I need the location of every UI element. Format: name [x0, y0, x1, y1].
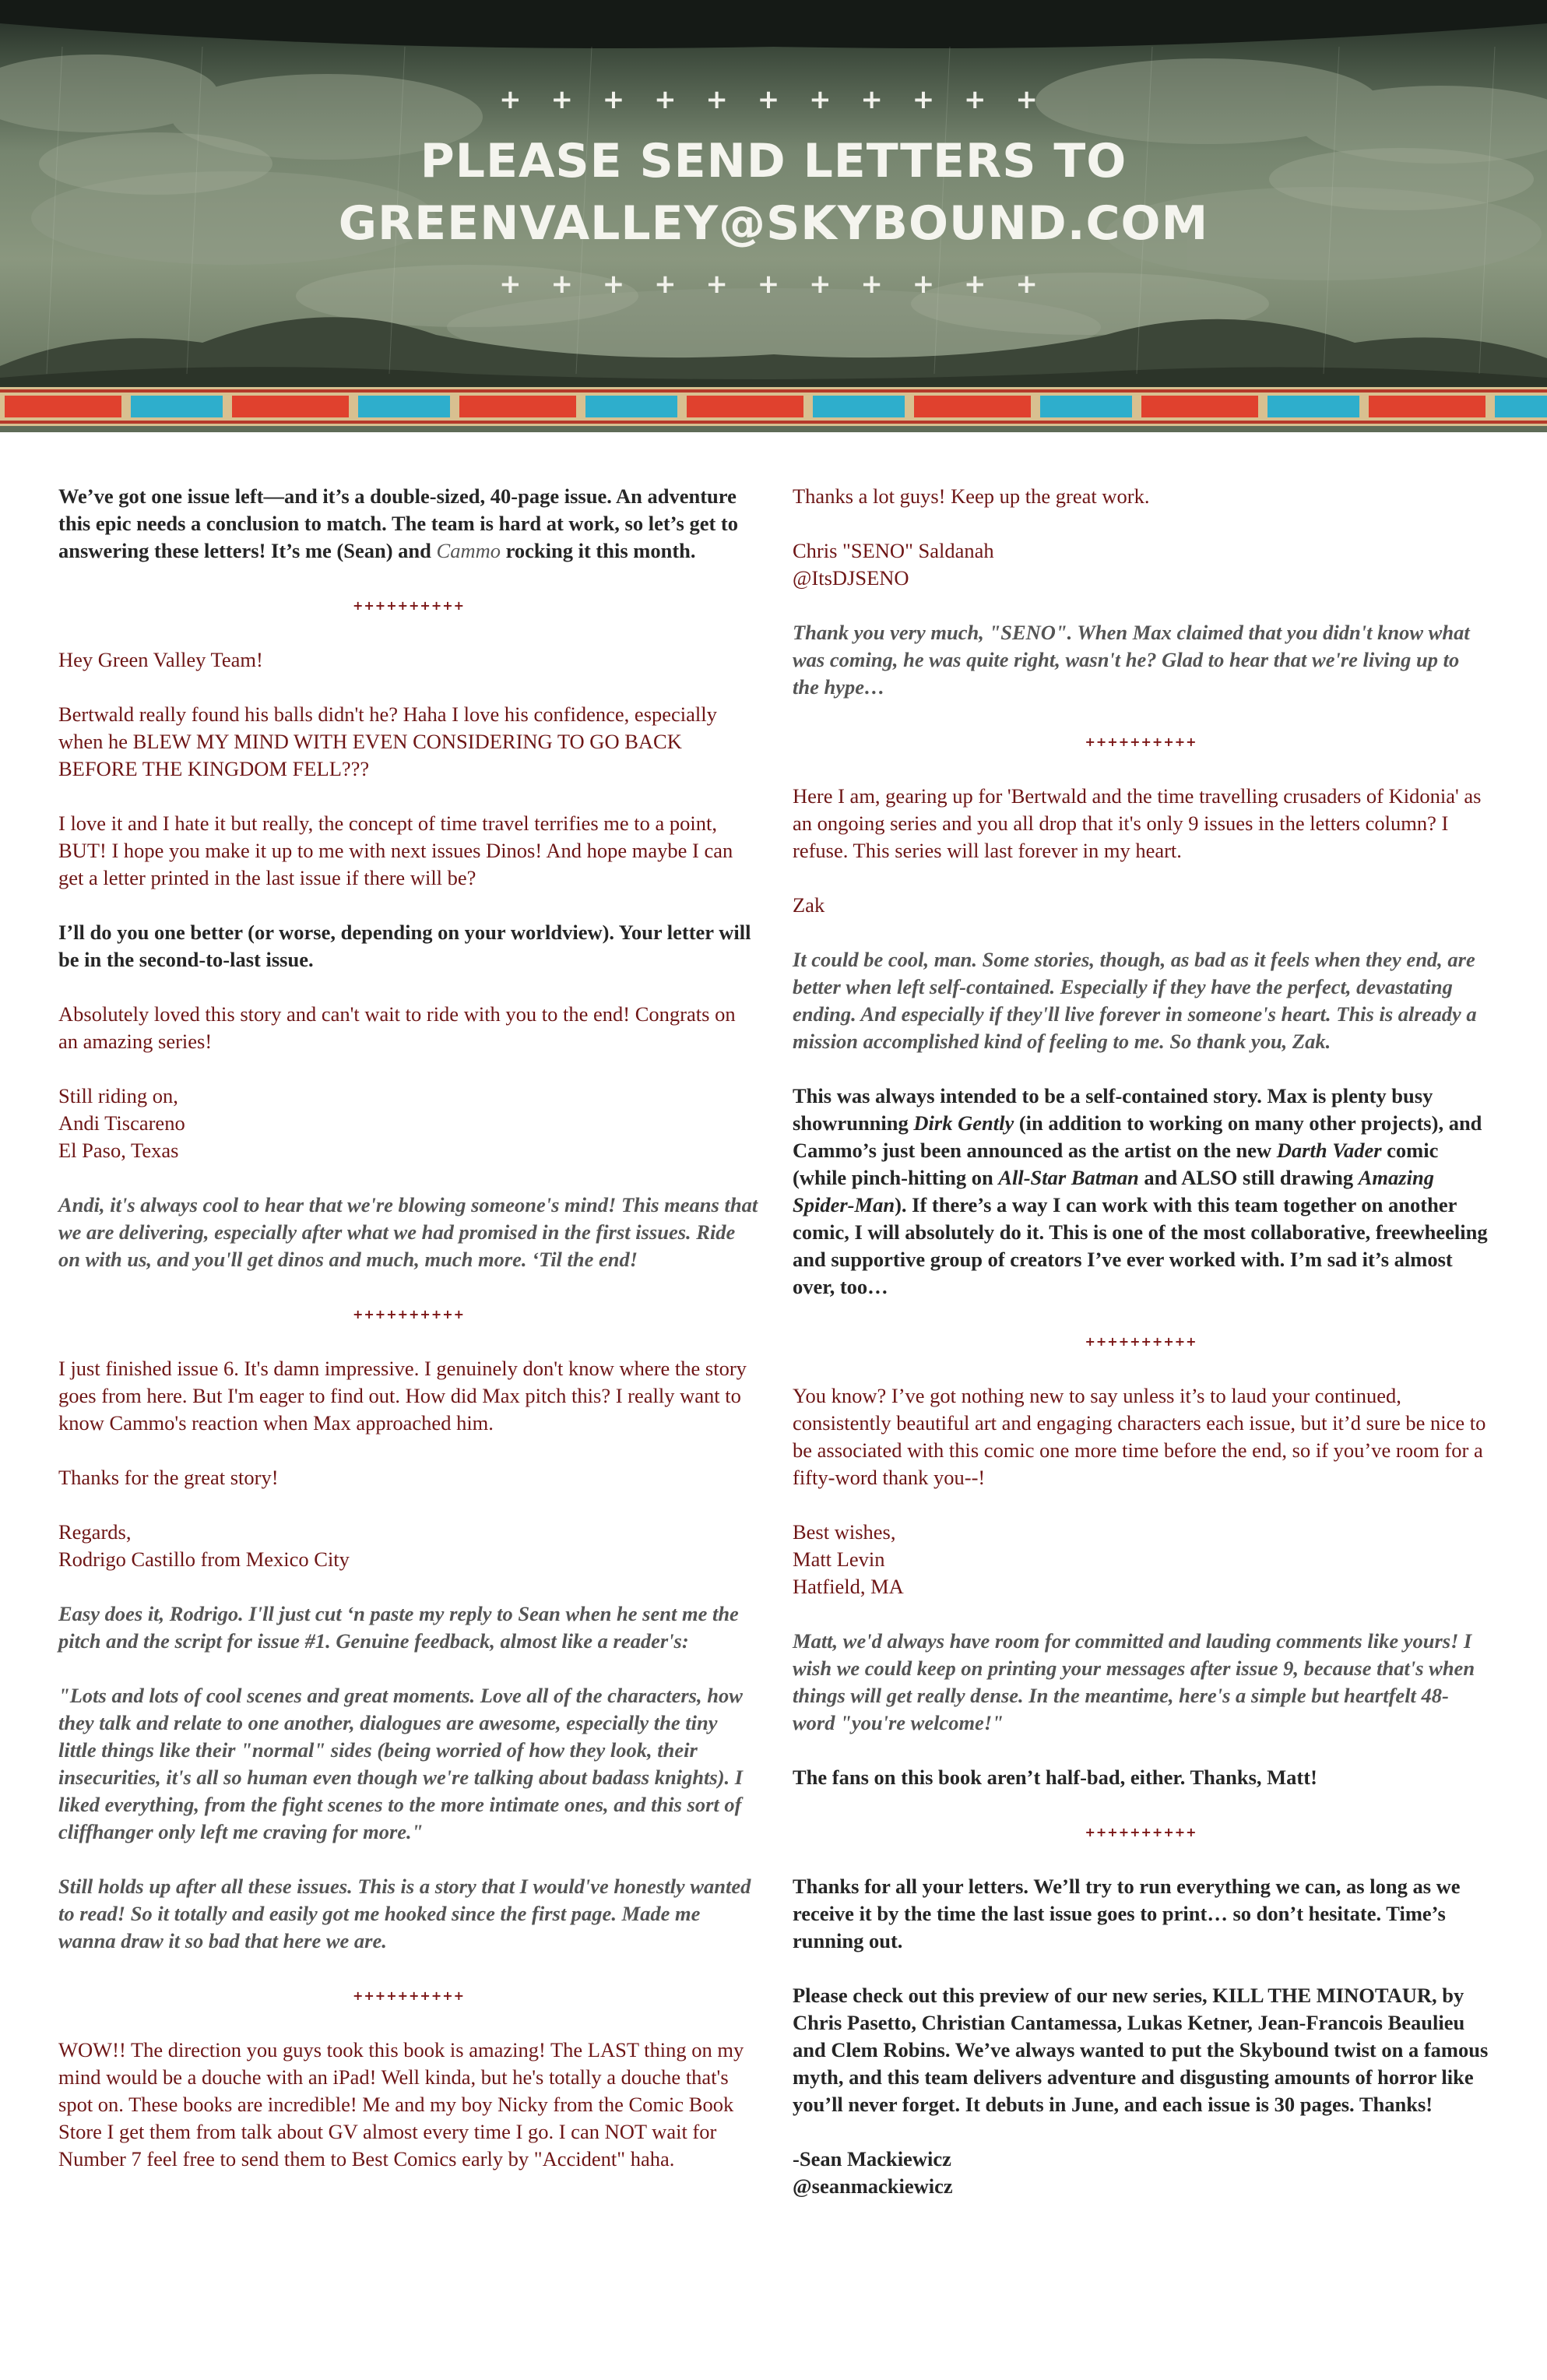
border-block [1369, 396, 1485, 417]
title-darth-vader: Darth Vader [1276, 1139, 1382, 1162]
left-column [58, 483, 759, 2200]
right-column [793, 483, 1489, 2227]
artist-comment: Matt, we'd always have room for committed and lauding comments like yours! I wish we could keep on printing your messages after issue 9, because that's when things will get really dense. In the meantime, here's a simple but heartfelt 48-word "you're welcome!" [793, 1629, 1475, 1734]
artist-comment: It could be cool, man. Some stories, though, as bad as it feels when they end, are better when left self-contained. Especially if they have the perfect, devastating ending. And especially if they'll live forever in someone's heart. This is already a mission accomplished kind of feeling to me. So thank you, Zak. [793, 948, 1477, 1053]
letter-author: Chris "SENO" Saldanah [793, 539, 994, 562]
letter-author: Rodrigo Castillo from Mexico City [58, 1547, 350, 1571]
decorative-border-band [0, 387, 1547, 426]
letter-paragraph: WOW!! The direction you guys took this book is amazing! The LAST thing on my mind would be a douche with an iPad! Well kinda, but he's totally a douche that's spot on. These books are incredible! Me and my boy Nicky from the Comic Book Store I get them from talk about GV almost every time I go. I can NOT wait for Number 7 feel free to send them to Best Comics early by "Accident" haha. [58, 2038, 744, 2171]
border-block [914, 396, 1031, 417]
title-all-star-batman: All-Star Batman [998, 1166, 1139, 1189]
border-block [131, 396, 223, 417]
artist-comment: Thank you very much, "SENO". When Max claimed that you didn't know what was coming, he was quite right, wasn't he? Glad to hear that we're living up to the hype… [793, 621, 1470, 699]
border-block [459, 396, 576, 417]
border-block [5, 396, 121, 417]
artist-comment-quote: "Lots and lots of cool scenes and great moments. Love all of the characters, how they talk and relate to one another, dialogues are awesome, especially the tiny little things like their "normal" sides (being worried of how they look, their insecurities, it's all so human even though we're talking about badass knights). I liked everything, from the fight scenes to the more intimate ones, and this sort of cliffhanger only left me craving for more." [58, 1684, 744, 1843]
letter-author: Matt Levin [793, 1547, 885, 1571]
border-block [1141, 396, 1258, 417]
editor-reply: I’ll do you one better (or worse, depending on your worldview). Your letter will be in the second-to-last issue. [58, 921, 751, 971]
letter-signoff: Still riding on, [58, 1084, 178, 1107]
letter-author: Zak [793, 893, 825, 917]
header-banner [0, 0, 1547, 432]
letter-handle: @ItsDJSENO [793, 566, 909, 590]
intro-cammo-name: Cammo [436, 539, 501, 562]
separator: ++++++++++ [352, 1988, 466, 2003]
closing-paragraph: Thanks for all your letters. We’ll try to run everything we can, as long as we receive it by the time the last issue goes to print… so don’t hesitate. Time’s running out. [793, 1875, 1461, 1952]
intro-paragraph: We’ve got one issue left—and it’s a double-sized, 40-page issue. An adventure this epic needs a conclusion to match. The team is hard at work, so let’s get to answering these letters! It’s me (Sean) and Cammo rocking it this month. [58, 484, 738, 562]
title-dirk-gently: Dirk Gently [913, 1111, 1014, 1135]
border-block [1040, 396, 1132, 417]
border-block [358, 396, 450, 417]
letter-greeting: Hey Green Valley Team! [58, 648, 263, 671]
letter-signoff: Best wishes, [793, 1520, 896, 1544]
artist-comment: Still holds up after all these issues. This is a story that I would've honestly wanted to read! So it totally and easily got me hooked since the first page. Made me wanna draw it so bad that here we are. [58, 1875, 751, 1952]
editor-reply: The fans on this book aren’t half-bad, either. Thanks, Matt! [793, 1766, 1317, 1789]
letter-location: Hatfield, MA [793, 1575, 904, 1598]
letter-paragraph: I just finished issue 6. It's damn impressive. I genuinely don't know where the story goes from here. But I'm eager to find out. How did Max pitch this? I really want to know Cammo's reaction when Max approached him. [58, 1357, 747, 1435]
closing-paragraph: Please check out this preview of our new series, KILL THE MINOTAUR, by Chris Pasetto, Christian Cantamessa, Lukas Ketner, Jean-Francois Beaulieu and Clem Robins. We’ve always wanted to put the Skybound twist on a famous myth, and this team delivers adventure and disgusting amounts of horror like you’ll never forget. It debuts in June, and each issue is 30 pages. Thanks! [793, 1984, 1489, 2116]
letter-signoff: Regards, [58, 1520, 132, 1544]
letter-paragraph: Thanks for the great story! [58, 1466, 279, 1489]
letter-paragraph: Here I am, gearing up for 'Bertwald and the time travelling crusaders of Kidonia' as an ongoing series and you all drop that it's only 9 issues in the letters column? I refuse. This series will last forever in my heart. [793, 784, 1482, 862]
border-block [585, 396, 677, 417]
border-block [1495, 396, 1547, 417]
letter-paragraph: You know? I’ve got nothing new to say unless it’s to laud your continued, consistently beautiful art and engaging characters each issue, but it’d sure be nice to be associated with this comic one more time before the end, so if you’ve room for a fifty-word thank you--! [793, 1384, 1486, 1489]
border-block [687, 396, 803, 417]
separator: ++++++++++ [1085, 1825, 1197, 1840]
letter-paragraph: Bertwald really found his balls didn't he? Haha I love his confidence, especially when he BLEW MY MIND WITH EVEN CONSIDERING TO GO BACK BEFORE THE KINGDOM FELL??? [58, 702, 717, 780]
letter-paragraph: Thanks a lot guys! Keep up the great work. [793, 484, 1150, 508]
closing-handle: @seanmackiewicz [793, 2174, 953, 2198]
page-title-line1: PLEASE SEND LETTERS TO [420, 134, 1127, 188]
separator: ++++++++++ [1085, 1334, 1197, 1349]
artist-comment: Andi, it's always cool to hear that we're blowing someone's mind! This means that we are delivering, especially after what we had promised in the first issues. Ride on with us, and you'll get dinos and much, much more. ‘Til the end! [58, 1193, 758, 1271]
border-block [813, 396, 905, 417]
letter-author: Andi Tiscareno [58, 1111, 185, 1135]
title-amazing-spider-man: Amazing Spider-Man [793, 1166, 1434, 1216]
letter-paragraph: Absolutely loved this story and can't wait to ride with you to the end! Congrats on an amazing series! [58, 1002, 736, 1053]
separator: ++++++++++ [1085, 734, 1197, 749]
border-block [1267, 396, 1359, 417]
separator: ++++++++++ [352, 598, 466, 613]
editor-reply: This was always intended to be a self-contained story. Max is plenty busy showrunning Dirk Gently (in addition to working on many other projects), and Cammo’s just been announced as the artist on the new Darth Vader comic (while pinch-hitting on All-Star Batman and ALSO still drawing Amazing Spider-Man). If there’s a way I can work with this team together on another comic, I will absolutely do it. This is one of the most collaborative, freewheeling and supportive group of creators I’ve ever worked with. I’m sad it’s almost over, too… [793, 1084, 1488, 1298]
pattern-border-graphic [0, 387, 1547, 426]
plus-divider-bottom: + + + + + + + + + + + [499, 269, 1048, 300]
letter-paragraph: I love it and I hate it but really, the concept of time travel terrifies me to a point, BUT! I hope you make it up to me with next issues Dinos! And hope maybe I can get a letter printed in the last issue if there will be? [58, 812, 733, 889]
border-block [232, 396, 349, 417]
artist-comment: Easy does it, Rodrigo. I'll just cut ‘n paste my reply to Sean when he sent me the pitch and the script for issue #1. Genuine feedback, almost like a reader's: [58, 1602, 739, 1653]
separator: ++++++++++ [352, 1307, 466, 1322]
closing-signature: -Sean Mackiewicz [793, 2147, 951, 2171]
page-title-email: GREENVALLEY@SKYBOUND.COM [338, 196, 1209, 251]
plus-divider-top: + + + + + + + + + + + [499, 84, 1048, 115]
letter-location: El Paso, Texas [58, 1139, 179, 1162]
